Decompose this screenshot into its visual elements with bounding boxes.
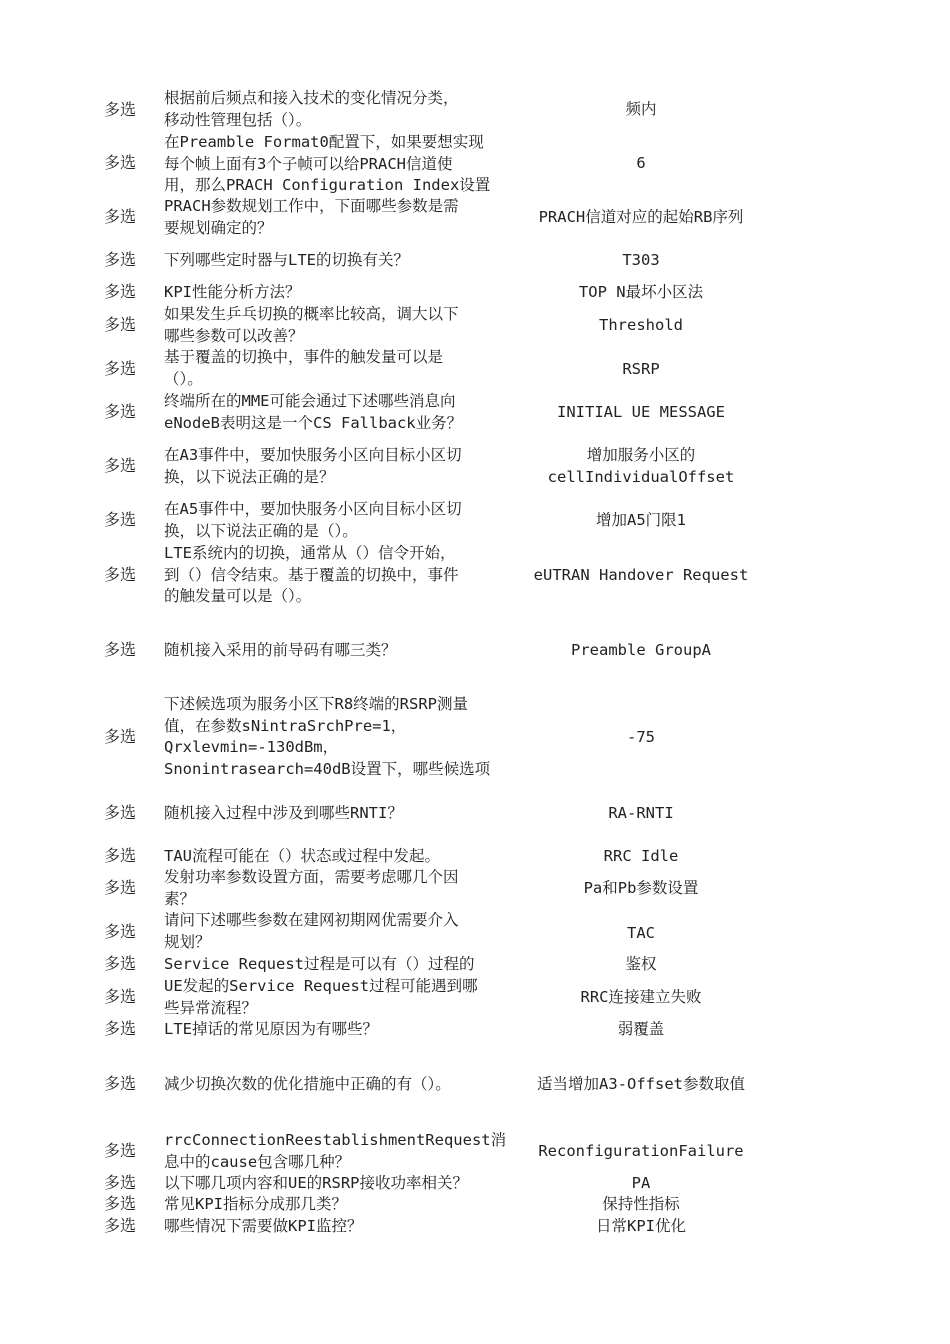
question-type: 多选: [104, 878, 137, 897]
question-line: 哪些参数可以改善？: [164, 326, 304, 345]
answer-line: RSRP: [622, 360, 660, 378]
question-line: Qrxlevmin=-130dBm，: [164, 738, 339, 756]
question-type: 多选: [104, 1074, 137, 1093]
question-text: [164, 88, 506, 131]
question-text: [164, 1194, 506, 1216]
question-line: 发射功率参数设置方面，需要考虑哪几个因: [164, 868, 459, 886]
answer-text: [512, 445, 770, 488]
question-line: Service Request过程是可以有（）过程的: [164, 955, 475, 973]
answer-line: 6: [636, 154, 646, 172]
question-type: 多选: [104, 250, 137, 269]
answer-text: [512, 878, 770, 900]
question-line: 在A3事件中，要加快服务小区向目标小区切: [164, 446, 462, 464]
answer-line: Preamble GroupA: [571, 641, 711, 659]
question-type: 多选: [104, 1141, 137, 1160]
question-type: 多选: [104, 359, 137, 378]
answer-text: [512, 727, 770, 749]
answer-text: [512, 1216, 770, 1238]
question-text: [164, 640, 506, 662]
answer-line: 鉴权: [625, 955, 657, 973]
question-text: [164, 445, 506, 488]
question-line: 每个帧上面有3个子帧可以给PRACH信道使: [164, 154, 453, 173]
answer-line: RRC连接建立失败: [580, 988, 702, 1006]
question-line: 的触发量可以是（）。: [164, 587, 312, 605]
question-line: （）。: [164, 369, 203, 388]
question-type: 多选: [104, 987, 137, 1006]
answer-line: RA-RNTI: [608, 804, 674, 822]
answer-line: 频内: [625, 100, 657, 118]
question-text: [164, 304, 506, 347]
answer-line: TOP N最坏小区法: [578, 283, 704, 301]
answer-line: Pa和Pb参数设置: [583, 879, 699, 897]
question-text: [164, 391, 506, 434]
question-line: 在A5事件中，要加快服务小区向目标小区切: [164, 500, 462, 518]
question-text: [164, 1173, 506, 1195]
question-line: UE发起的Service Request过程可能遇到哪: [164, 977, 478, 995]
answer-line: 增加A5门限1: [596, 511, 686, 529]
question-type: 多选: [104, 456, 137, 475]
answer-text: [512, 565, 770, 587]
question-type: 多选: [104, 1216, 137, 1235]
question-line: eNodeB表明这是一个CS Fallback业务？: [164, 413, 463, 432]
question-line: 下列哪些定时器与LTE的切换有关？: [164, 251, 409, 269]
question-line: PRACH参数规划工作中，下面哪些参数是需: [164, 197, 459, 215]
question-type: 多选: [104, 315, 137, 334]
question-type: 多选: [104, 727, 137, 746]
answer-line: ReconfigurationFailure: [538, 1142, 744, 1160]
answer-text: [512, 1019, 770, 1041]
question-line: TAU流程可能在（）状态或过程中发起。: [164, 847, 440, 865]
question-text: [164, 196, 506, 239]
question-text: [164, 1074, 506, 1096]
question-type: 多选: [104, 1194, 137, 1213]
question-line: 随机接入过程中涉及到哪些RNTI？: [164, 804, 403, 822]
answer-text: [512, 846, 770, 868]
question-line: 下述候选项为服务小区下R8终端的RSRP测量: [164, 695, 468, 713]
question-line: 终端所在的MME可能会通过下述哪些消息向: [164, 392, 456, 410]
question-line: 常见KPI指标分成那几类？: [164, 1195, 347, 1213]
question-text: [164, 954, 506, 976]
question-type: 多选: [104, 803, 137, 822]
question-type: 多选: [104, 402, 137, 421]
question-type: 多选: [104, 1019, 137, 1038]
answer-line: TAC: [627, 924, 655, 942]
question-line: 在Preamble Format0配置下，如果要想实现: [164, 133, 484, 151]
question-text: [164, 543, 506, 608]
answer-text: [512, 207, 770, 229]
question-text: [164, 846, 506, 868]
question-text: [164, 867, 506, 910]
answer-text: [512, 282, 770, 304]
question-text: [164, 132, 506, 197]
question-line: LTE系统内的切换，通常从（）信令开始，: [164, 544, 456, 562]
question-line: 请问下述哪些参数在建网初期网优需要介入: [164, 911, 459, 929]
question-line: 如果发生乒乓切换的概率比较高，调大以下: [164, 305, 459, 323]
question-line: Snonintrasearch=40dB设置下，哪些候选项: [164, 759, 491, 778]
answer-line: 增加服务小区的: [586, 446, 696, 464]
question-type: 多选: [104, 153, 137, 172]
question-line: 息中的cause包含哪几种？: [164, 1152, 351, 1171]
answer-line: RRC Idle: [603, 847, 679, 865]
question-line: 要规划确定的？: [164, 218, 273, 237]
answer-line: Threshold: [599, 316, 683, 334]
answer-text: [512, 803, 770, 825]
answer-line: PA: [631, 1174, 651, 1192]
question-type: 多选: [104, 922, 137, 941]
question-text: [164, 1019, 506, 1041]
answer-text: [512, 640, 770, 662]
answer-line: PRACH信道对应的起始RB序列: [538, 208, 744, 226]
answer-line: cellIndividualOffset: [547, 467, 735, 486]
question-text: [164, 347, 506, 390]
question-line: 到（）信令结束。基于覆盖的切换中，事件: [164, 565, 459, 584]
question-type: 多选: [104, 100, 137, 119]
answer-line: -75: [627, 728, 655, 746]
answer-text: [512, 1074, 770, 1096]
question-line: 用，那么PRACH Configuration Index设置: [164, 176, 491, 194]
question-type: 多选: [104, 282, 137, 301]
question-text: [164, 910, 506, 953]
question-line: 基于覆盖的切换中，事件的触发量可以是: [164, 348, 444, 366]
answer-text: [512, 1141, 770, 1163]
question-text: [164, 499, 506, 542]
answer-text: [512, 402, 770, 424]
question-line: 哪些情况下需要做KPI监控？: [164, 1217, 363, 1235]
question-line: LTE掉话的常见原因为有哪些？: [164, 1020, 378, 1038]
question-line: 规划？: [164, 932, 211, 951]
answer-text: [512, 315, 770, 337]
question-type: 多选: [104, 1173, 137, 1192]
question-text: [164, 250, 506, 272]
question-text: [164, 1216, 506, 1238]
answer-line: eUTRAN Handover Request: [533, 566, 749, 584]
answer-line: 弱覆盖: [617, 1020, 665, 1038]
question-type: 多选: [104, 954, 137, 973]
question-text: [164, 1130, 506, 1173]
answer-text: [512, 510, 770, 532]
answer-text: [512, 1173, 770, 1195]
question-line: 值，在参数sNintraSrchPre=1，: [164, 716, 407, 735]
question-text: [164, 694, 506, 780]
question-type: 多选: [104, 846, 137, 865]
question-line: 素？: [164, 889, 196, 908]
question-text: [164, 803, 506, 825]
question-type: 多选: [104, 565, 137, 584]
answer-text: [512, 1194, 770, 1216]
question-line: 些异常流程？: [164, 998, 258, 1017]
answer-text: [512, 923, 770, 945]
answer-text: [512, 954, 770, 976]
answer-line: 适当增加A3-Offset参数取值: [537, 1075, 745, 1093]
answer-line: T303: [622, 251, 660, 269]
answer-line: 日常KPI优化: [596, 1217, 686, 1235]
answer-text: [512, 250, 770, 272]
answer-text: [512, 359, 770, 381]
question-type: 多选: [104, 207, 137, 226]
question-line: rrcConnectionReestablishmentRequest消: [164, 1131, 506, 1149]
question-line: 随机接入采用的前导码有哪三类？: [164, 641, 397, 659]
question-line: KPI性能分析方法？: [164, 283, 301, 301]
question-line: 换，以下说法正确的是？: [164, 467, 335, 486]
question-line: 以下哪几项内容和UE的RSRP接收功率相关？: [164, 1174, 468, 1192]
question-line: 减少切换次数的优化措施中正确的有（）。: [164, 1075, 451, 1093]
answer-text: [512, 99, 770, 121]
answer-line: INITIAL UE MESSAGE: [557, 403, 725, 421]
answer-text: [512, 153, 770, 175]
question-text: [164, 282, 506, 304]
question-line: 换，以下说法正确的是（）。: [164, 521, 358, 540]
question-line: 移动性管理包括（）。: [164, 110, 312, 129]
answer-text: [512, 987, 770, 1009]
question-text: [164, 976, 506, 1019]
question-type: 多选: [104, 510, 137, 529]
question-line: 根据前后频点和接入技术的变化情况分类，: [164, 89, 459, 107]
question-type: 多选: [104, 640, 137, 659]
answer-line: 保持性指标: [602, 1195, 680, 1213]
